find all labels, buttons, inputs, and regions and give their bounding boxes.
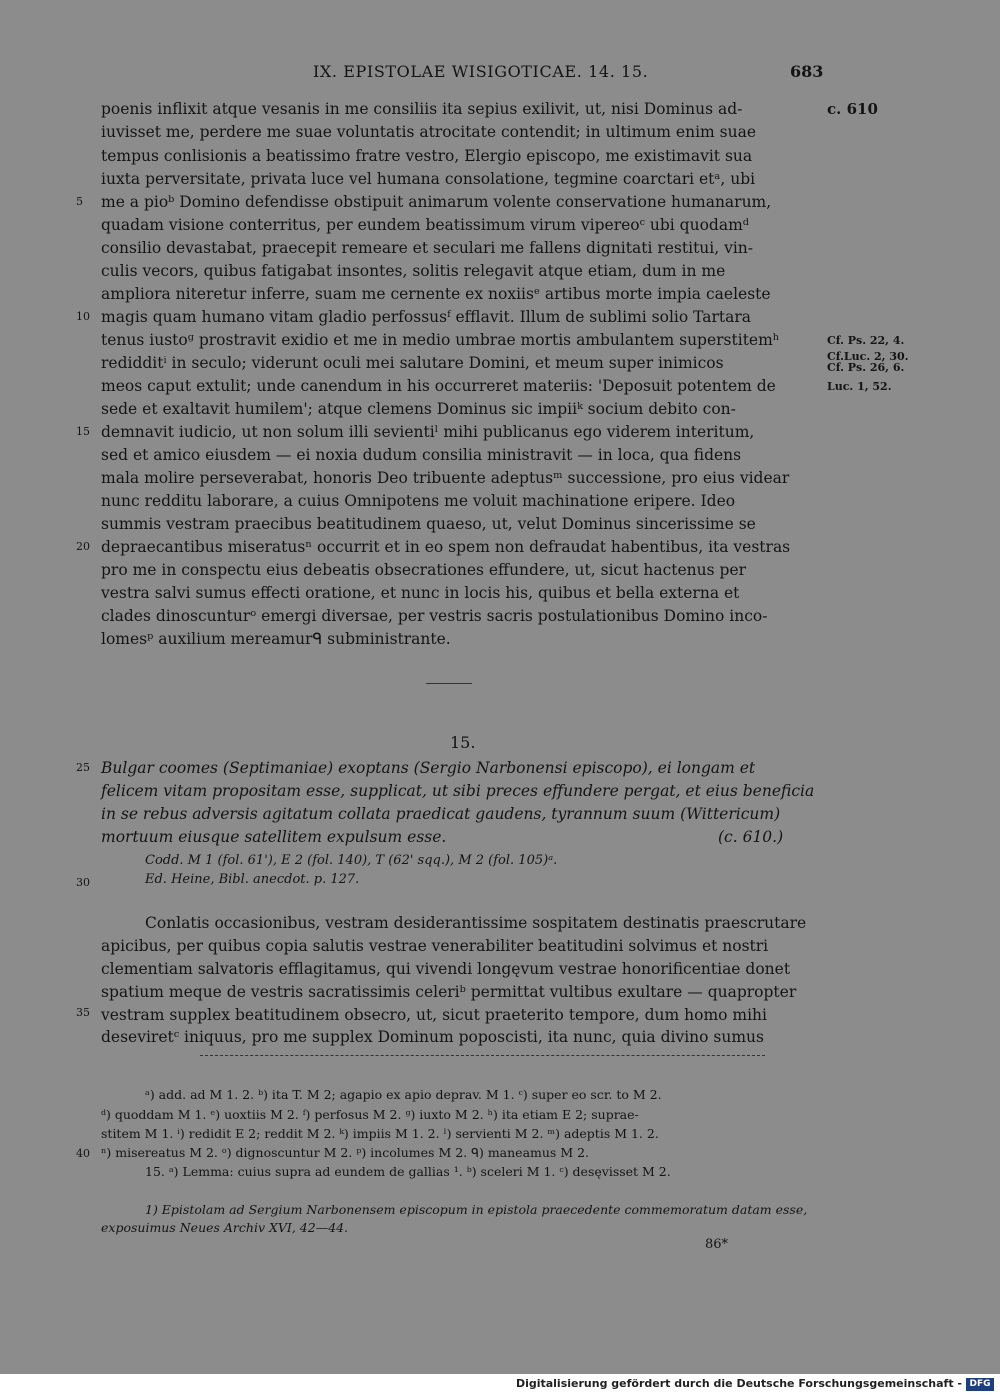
edition-line: Ed. Heine, Bibl. anecdot. p. 127.: [145, 872, 360, 887]
apparatus-line: ᵃ) add. ad M 1. 2. ᵇ) ita T. M 2; agapio ex apio deprav. M 1. ᶜ) super eo scr. to M 2.: [145, 1087, 662, 1102]
body-line: depraecantibus miseratusⁿ occurrit et in eo spem non defraudat habentibus, ita vestras: [101, 538, 791, 556]
body-line: magis quam humano vitam gladio perfossusᶠ efflavit. Illum de sublimi solio Tartara: [101, 308, 752, 326]
line-number: 25: [76, 761, 90, 774]
margin-reference: Cf. Ps. 22, 4.: [827, 334, 905, 347]
body-line: pro me in conspectu eius debeatis obsecrationes effundere, ut, sicut hactenus per: [101, 561, 747, 579]
margin-reference: Cf. Ps. 26, 6.: [827, 361, 905, 374]
body-line: consilio devastabat, praecepit remeare et seculari me fallens dignitati restitui, vin-: [101, 239, 754, 257]
section-separator: [426, 683, 472, 684]
running-header: [0, 62, 1000, 86]
letter-text-line: Conlatis occasionibus, vestram desiderantissime sospitatem destinatis praescrutare: [145, 914, 807, 932]
digitization-footer: [0, 1374, 1000, 1395]
margin-date: c. 610: [827, 100, 878, 118]
summary-line: mortuum eiusque satellitem expulsum esse.: [101, 828, 447, 846]
footnote: 1) Epistolam ad Sergium Narbonensem episcopum in epistola praecedente commemoratum datam esse, exposuimus Neues Archiv XVI, 42—44.: [101, 1202, 808, 1235]
summary-line: felicem vitam propositam esse, supplicat, ut sibi preces effundere pergat, et eius beneficia: [101, 782, 815, 800]
body-line: me a pioᵇ Domino defendisse obstipuit animarum volente conservatione humanarum,: [101, 193, 772, 211]
apparatus-line: 15. ᵃ) Lemma: cuius supra ad eundem de gallias ¹. ᵇ) sceleri M 1. ᶜ) desęvisset M 2.: [145, 1164, 671, 1179]
body-line: iuxta perversitate, privata luce vel humana consolatione, tegmine coarctari etᵃ, ubi: [101, 170, 756, 188]
body-line: culis vecors, quibus fatigabat insontes, solitis relegavit atque etiam, dum in me: [101, 262, 726, 280]
page-number: 683: [790, 62, 824, 81]
summary-date: (c. 610.): [718, 828, 784, 846]
line-number: 30: [76, 876, 90, 889]
apparatus-line: stitem M 1. ⁱ) redidit E 2; reddit M 2. ᵏ) impiis M 1. 2. ˡ) servienti M 2. ᵐ) adeptis M 1. 2.: [101, 1126, 659, 1141]
line-number: 15: [76, 425, 90, 438]
codices-line: Codd. M 1 (fol. 61'), E 2 (fol. 140), T (62' sqq.), M 2 (fol. 105)ᵃ.: [145, 853, 558, 868]
body-line: quadam visione conterritus, per eundem beatissimum virum vipereoᶜ ubi quodamᵈ: [101, 216, 749, 234]
body-line: lomesᵖ auxilium mereamurᑫ subministrante.: [101, 630, 451, 648]
line-number: 40: [76, 1147, 90, 1160]
body-line: redidditⁱ in seculo; viderunt oculi mei salutare Domini, et meum super inimicos: [101, 354, 724, 372]
body-line: summis vestram praecibus beatitudinem quaeso, ut, velut Dominus sincerissime se: [101, 515, 756, 533]
letter-text-line: clementiam salvatoris efflagitamus, qui vivendi longęvum vestrae honorificentiae donet: [101, 960, 791, 978]
body-line: demnavit iudicio, ut non solum illi sevientiˡ mihi publicanus ego viderem interitum,: [101, 423, 755, 441]
body-line: meos caput extulit; unde canendum in his occurreret materiis: 'Deposuit potentem de: [101, 377, 776, 395]
body-line: vestra salvi sumus effecti oratione, et nunc in locis his, quibus et bella externa et: [101, 584, 740, 602]
body-line: iuvisset me, perdere me suae voluntatis atrocitate contendit; in ultimum enim suae: [101, 123, 757, 141]
apparatus-line: ᵈ) quoddam M 1. ᵉ) uoxtiis M 2. ᶠ) perfosus M 2. ᵍ) iuxto M 2. ʰ) ita etiam E 2; suprae-: [101, 1107, 639, 1122]
body-line: mala molire perseverabat, honoris Deo tribuente adeptusᵐ successione, pro eius videar: [101, 469, 790, 487]
body-line: tempus conlisionis a beatissimo fratre vestro, Elergio episcopo, me existimavit sua: [101, 147, 753, 165]
summary-line: Bulgar coomes (Septimaniae) exoptans (Sergio Narbonensi episcopo), ei longam et: [101, 759, 756, 777]
body-line: clades dinoscunturᵒ emergi diversae, per vestris sacris postulationibus Domino inco-: [101, 607, 768, 625]
body-line: poenis inflixit atque vesanis in me consiliis ita sepius exilivit, ut, nisi Dominus ad-: [101, 100, 743, 118]
letter-text-line: deseviretᶜ iniquus, pro me supplex Dominum poposcisti, ita nunc, quia divino sumus: [101, 1028, 764, 1046]
line-number: 5: [76, 195, 83, 208]
margin-reference: Cf.Luc. 2, 30.: [827, 350, 909, 363]
apparatus-line: ⁿ) misereatus M 2. ᵒ) dignoscuntur M 2. ᵖ) incolumes M 2. ᑫ) maneamus M 2.: [101, 1145, 590, 1160]
line-number: 35: [76, 1006, 90, 1019]
letter-text-line: vestram supplex beatitudinem obsecro, ut, sicut praeterito tempore, dum homo mihi: [101, 1006, 768, 1024]
footer-text: Digitalisierung gefördert durch die Deutsche Forschungsgemeinschaft -: [515, 1377, 962, 1390]
letter-text-line: apicibus, per quibus copia salutis vestrae venerabiliter beatitudini solvimus et nostri: [101, 937, 769, 955]
footnote-rule: [200, 1055, 765, 1056]
line-number: 20: [76, 540, 90, 553]
body-line: sed et amico eiusdem — ei noxia dudum consilia ministravit — in loca, qua fidens: [101, 446, 742, 464]
body-line: sede et exaltavit humilem'; atque clemens Dominus sic impiiᵏ socium debito con-: [101, 400, 736, 418]
line-number: 10: [76, 310, 90, 323]
body-line: ampliora niteretur inferre, suam me cernente ex noxiisᵉ artibus morte impia caeleste: [101, 285, 771, 303]
letter-number: 15.: [450, 733, 476, 752]
running-title: IX. EPISTOLAE WISIGOTICAE. 14. 15.: [313, 62, 649, 81]
body-line: nunc redditu laborare, a cuius Omnipotens me voluit machinatione eripere. Ideo: [101, 492, 736, 510]
margin-reference: Luc. 1, 52.: [827, 380, 892, 393]
letter-text-line: spatium meque de vestris sacratissimis celeriᵇ permittat vultibus exultare — quapropter: [101, 983, 797, 1001]
dfg-logo: DFG: [966, 1378, 994, 1391]
signature-mark: 86*: [705, 1237, 729, 1252]
summary-line: in se rebus adversis agitatum collata praedicat gaudens, tyrannum suum (Wittericum): [101, 805, 781, 823]
body-line: tenus iustoᵍ prostravit exidio et me in medio umbrae mortis ambulantem superstitemʰ: [101, 331, 780, 349]
